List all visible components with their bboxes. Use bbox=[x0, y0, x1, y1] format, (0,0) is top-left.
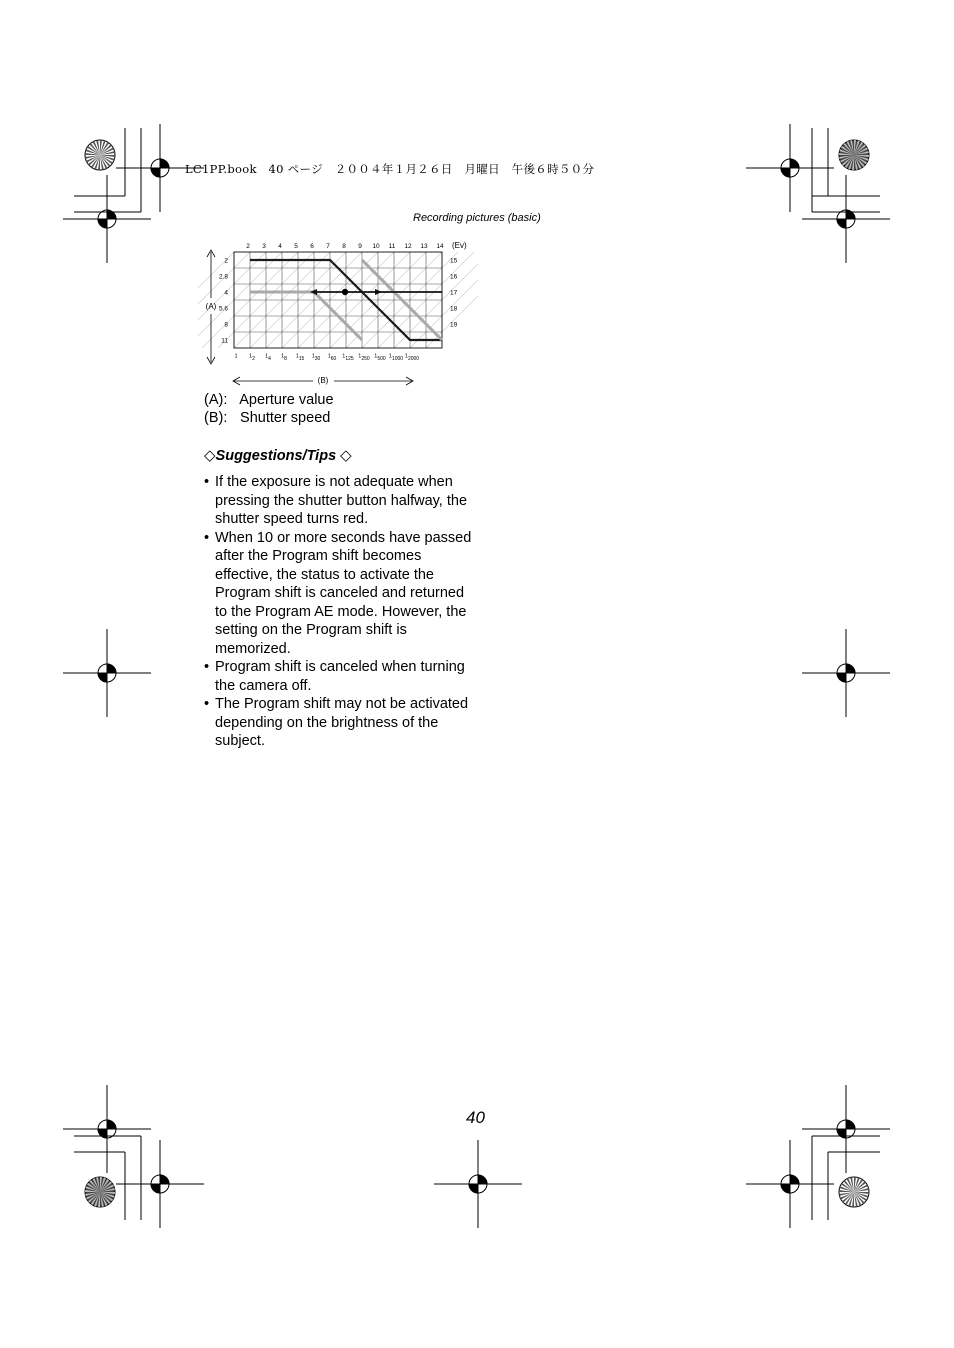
caption-key: (A): bbox=[204, 392, 228, 408]
ev-tick-label: 18 bbox=[450, 305, 458, 313]
ev-tick-label: 10 bbox=[372, 243, 380, 250]
aperture-tick-label: 5.6 bbox=[218, 305, 228, 313]
shutter-tick-label: $1_{125}$ bbox=[342, 353, 354, 362]
star-target-mark bbox=[839, 1177, 869, 1207]
aperture-tick-label: 2.8 bbox=[218, 273, 228, 281]
crosshair-mark bbox=[746, 1140, 834, 1228]
diamond-icon: ◇ bbox=[340, 447, 352, 464]
ev-tick-label: 9 bbox=[358, 243, 362, 250]
caption-shutter bbox=[204, 410, 330, 426]
crosshair-mark bbox=[63, 629, 151, 717]
shutter-tick-label: $1_{500}$ bbox=[374, 353, 386, 362]
ev-diagonal bbox=[198, 252, 234, 348]
crosshair-mark bbox=[802, 175, 890, 263]
shutter-tick-label: $1_2$ bbox=[249, 353, 255, 362]
diamond-icon: ◇ bbox=[204, 447, 216, 464]
shutter-tick-label: $1_{250}$ bbox=[358, 353, 370, 362]
ev-tick-label: 11 bbox=[388, 243, 396, 250]
exposure-chart bbox=[198, 238, 478, 390]
ev-unit-label: (Ev) bbox=[452, 241, 467, 250]
list-item: • If the exposure is not adequate when pressing the shutter button halfway, the shutter speed turns red. bbox=[204, 473, 474, 529]
arrow-right bbox=[375, 289, 382, 295]
ev-tick-label: 5 bbox=[294, 243, 298, 250]
shutter-tick-label: 1 bbox=[234, 353, 238, 360]
ev-tick-label: 14 bbox=[436, 243, 444, 250]
aperture-tick-label: 4 bbox=[224, 289, 228, 297]
crosshair-mark bbox=[746, 124, 834, 212]
star-target-mark bbox=[839, 140, 869, 170]
shutter-tick-label: $1_{60}$ bbox=[327, 353, 337, 362]
y-axis-label: (A) bbox=[205, 302, 217, 311]
caption-text: Shutter speed bbox=[240, 410, 331, 426]
ev-tick-label: 6 bbox=[310, 243, 314, 250]
crosshair-mark bbox=[116, 1140, 204, 1228]
shutter-tick-label: $1_8$ bbox=[281, 353, 287, 362]
x-axis-label: (B) bbox=[317, 376, 329, 385]
aperture-tick-label: 8 bbox=[224, 321, 228, 329]
ev-tick-label: 17 bbox=[450, 289, 458, 297]
shutter-tick-label: $1_{30}$ bbox=[311, 353, 321, 362]
shutter-tick-label: $1_4$ bbox=[265, 353, 271, 362]
star-target-mark bbox=[85, 140, 115, 170]
ev-tick-label: 8 bbox=[342, 243, 346, 250]
ev-tick-label: 15 bbox=[450, 257, 458, 265]
arrow-left bbox=[310, 289, 317, 295]
shutter-tick-label: $1_{2000}$ bbox=[404, 353, 420, 362]
list-item: • When 10 or more seconds have passed after the Program shift becomes effective, the status to activate the Program shift is canceled and returned to the Program AE mode. However, the setting on the Program shift is memorized. bbox=[204, 529, 474, 659]
crosshair-mark bbox=[63, 1085, 151, 1173]
operating-point bbox=[342, 289, 348, 295]
crosshair-mark bbox=[434, 1140, 522, 1228]
ev-tick-label: 16 bbox=[450, 273, 458, 281]
list-item: • Program shift is canceled when turning the camera off. bbox=[204, 658, 474, 695]
ev-tick-label: 3 bbox=[262, 243, 266, 250]
shutter-tick-label: $1_{15}$ bbox=[295, 353, 305, 362]
ev-tick-label: 13 bbox=[420, 243, 428, 250]
aperture-tick-label: 2 bbox=[224, 257, 228, 265]
aperture-tick-label: 11 bbox=[221, 337, 228, 345]
ev-tick-label: 7 bbox=[326, 243, 330, 250]
ev-tick-label: 12 bbox=[404, 243, 412, 250]
crosshair-mark bbox=[802, 1085, 890, 1173]
caption-aperture bbox=[204, 392, 334, 408]
ev-tick-label: 19 bbox=[450, 321, 458, 329]
caption-key: (B): bbox=[204, 410, 228, 426]
running-title: Recording pictures (basic) bbox=[413, 212, 541, 224]
caption-text: Aperture value bbox=[239, 392, 334, 408]
star-target-mark bbox=[85, 1177, 115, 1207]
crosshair-mark bbox=[802, 629, 890, 717]
section-heading bbox=[204, 446, 352, 464]
tips-list bbox=[204, 473, 474, 751]
ev-tick-label: 4 bbox=[278, 243, 282, 250]
list-item: • The Program shift may not be activated depending on the brightness of the subject. bbox=[204, 695, 474, 751]
section-title: Suggestions/Tips bbox=[215, 448, 337, 464]
crosshair-mark bbox=[63, 175, 151, 263]
ev-tick-label: 2 bbox=[246, 243, 250, 250]
shutter-tick-label: $1_{1000}$ bbox=[388, 353, 404, 362]
page-number: 40 bbox=[466, 1108, 485, 1127]
file-header: LC1PP.book 40 ページ ２００４年１月２６日 月曜日 午後６時５０分 bbox=[185, 162, 595, 176]
